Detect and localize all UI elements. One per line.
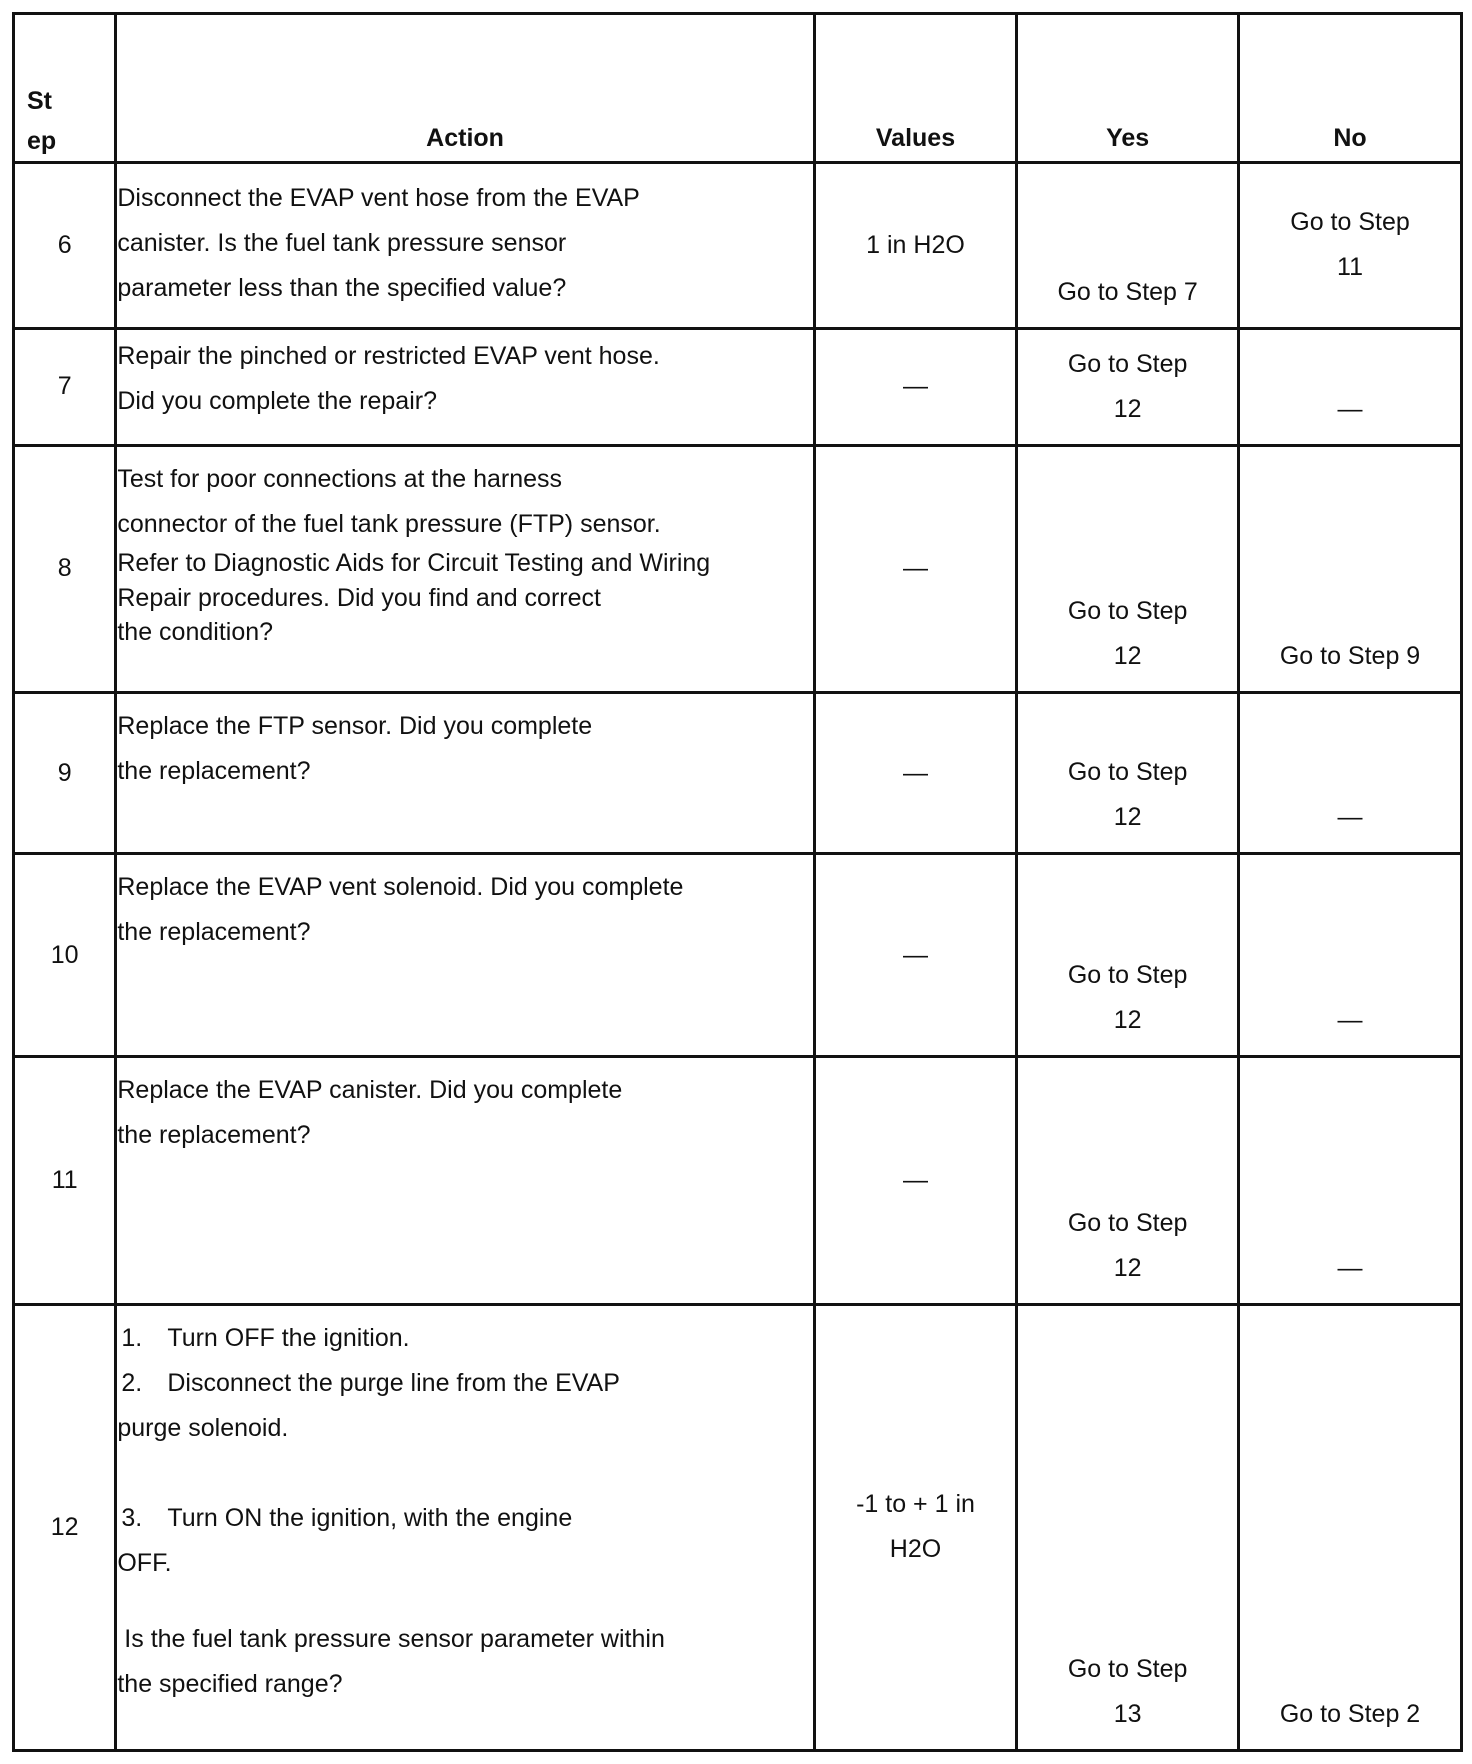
step-number: 10 (14, 854, 116, 1057)
no-cell: — (1239, 854, 1462, 1057)
action-cell: 1. Turn OFF the ignition. 2. Disconnect the purge line from the EVAP purge solenoid. 3. Turn ON the ignition, with the engine OFF. Is the fuel tank pressure sensor parameter within the specified range? (116, 1304, 814, 1750)
list-item: 1. Turn OFF the ignition. (121, 1323, 410, 1352)
list-item: 3. Turn ON the ignition, with the engine (121, 1503, 573, 1532)
yes-cell: Go to Step 12 (1017, 445, 1239, 692)
step-number: 8 (14, 445, 116, 692)
values-cell: — (814, 854, 1016, 1057)
values-cell: — (814, 445, 1016, 692)
header-values: Values (814, 14, 1016, 163)
header-row (14, 14, 1462, 163)
table-row (14, 445, 1462, 692)
step-number: 9 (14, 693, 116, 854)
yes-cell: Go to Step 12 (1017, 693, 1239, 854)
no-cell: — (1239, 328, 1462, 445)
no-cell: Go to Step 11 (1239, 163, 1462, 329)
yes-cell: Go to Step 12 (1017, 328, 1239, 445)
yes-cell: Go to Step 12 (1017, 1057, 1239, 1304)
table-row (14, 328, 1462, 445)
yes-cell: Go to Step 7 (1017, 163, 1239, 329)
values-cell: — (814, 328, 1016, 445)
action-cell: Repair the pinched or restricted EVAP vent hose. Did you complete the repair? (116, 328, 814, 445)
values-cell: — (814, 1057, 1016, 1304)
action-cell: Disconnect the EVAP vent hose from the EVAP canister. Is the fuel tank pressure sensor parameter less than the specified value? (116, 163, 814, 329)
header-action: Action (116, 14, 814, 163)
header-no: No (1239, 14, 1462, 163)
table-row (14, 163, 1462, 329)
no-cell: Go to Step 2 (1239, 1304, 1462, 1750)
values-cell: -1 to + 1 in H2O (814, 1304, 1016, 1750)
diagnostic-table (12, 12, 1463, 1752)
no-cell: Go to Step 9 (1239, 445, 1462, 692)
step-number: 6 (14, 163, 116, 329)
values-cell: — (814, 693, 1016, 854)
step-number: 12 (14, 1304, 116, 1750)
action-cell: Replace the EVAP vent solenoid. Did you complete the replacement? (116, 854, 814, 1057)
action-cell: Replace the EVAP canister. Did you complete the replacement? (116, 1057, 814, 1304)
list-item: 2. Disconnect the purge line from the EVAP (121, 1368, 620, 1397)
action-cell: Test for poor connections at the harness connector of the fuel tank pressure (FTP) sensor. Refer to Diagnostic Aids for Circuit Testing and Wiring Repair procedures. Did you find and correct the condition? (116, 445, 814, 692)
yes-cell: Go to Step 13 (1017, 1304, 1239, 1750)
values-cell: 1 in H2O (814, 163, 1016, 329)
action-cell: Replace the FTP sensor. Did you complete the replacement? (116, 693, 814, 854)
no-cell: — (1239, 1057, 1462, 1304)
yes-cell: Go to Step 12 (1017, 854, 1239, 1057)
table-row (14, 1304, 1462, 1750)
table-row (14, 854, 1462, 1057)
table-row (14, 693, 1462, 854)
header-yes: Yes (1017, 14, 1239, 163)
step-number: 11 (14, 1057, 116, 1304)
no-cell: — (1239, 693, 1462, 854)
table-row (14, 1057, 1462, 1304)
step-number: 7 (14, 328, 116, 445)
header-step: St ep (14, 14, 116, 163)
